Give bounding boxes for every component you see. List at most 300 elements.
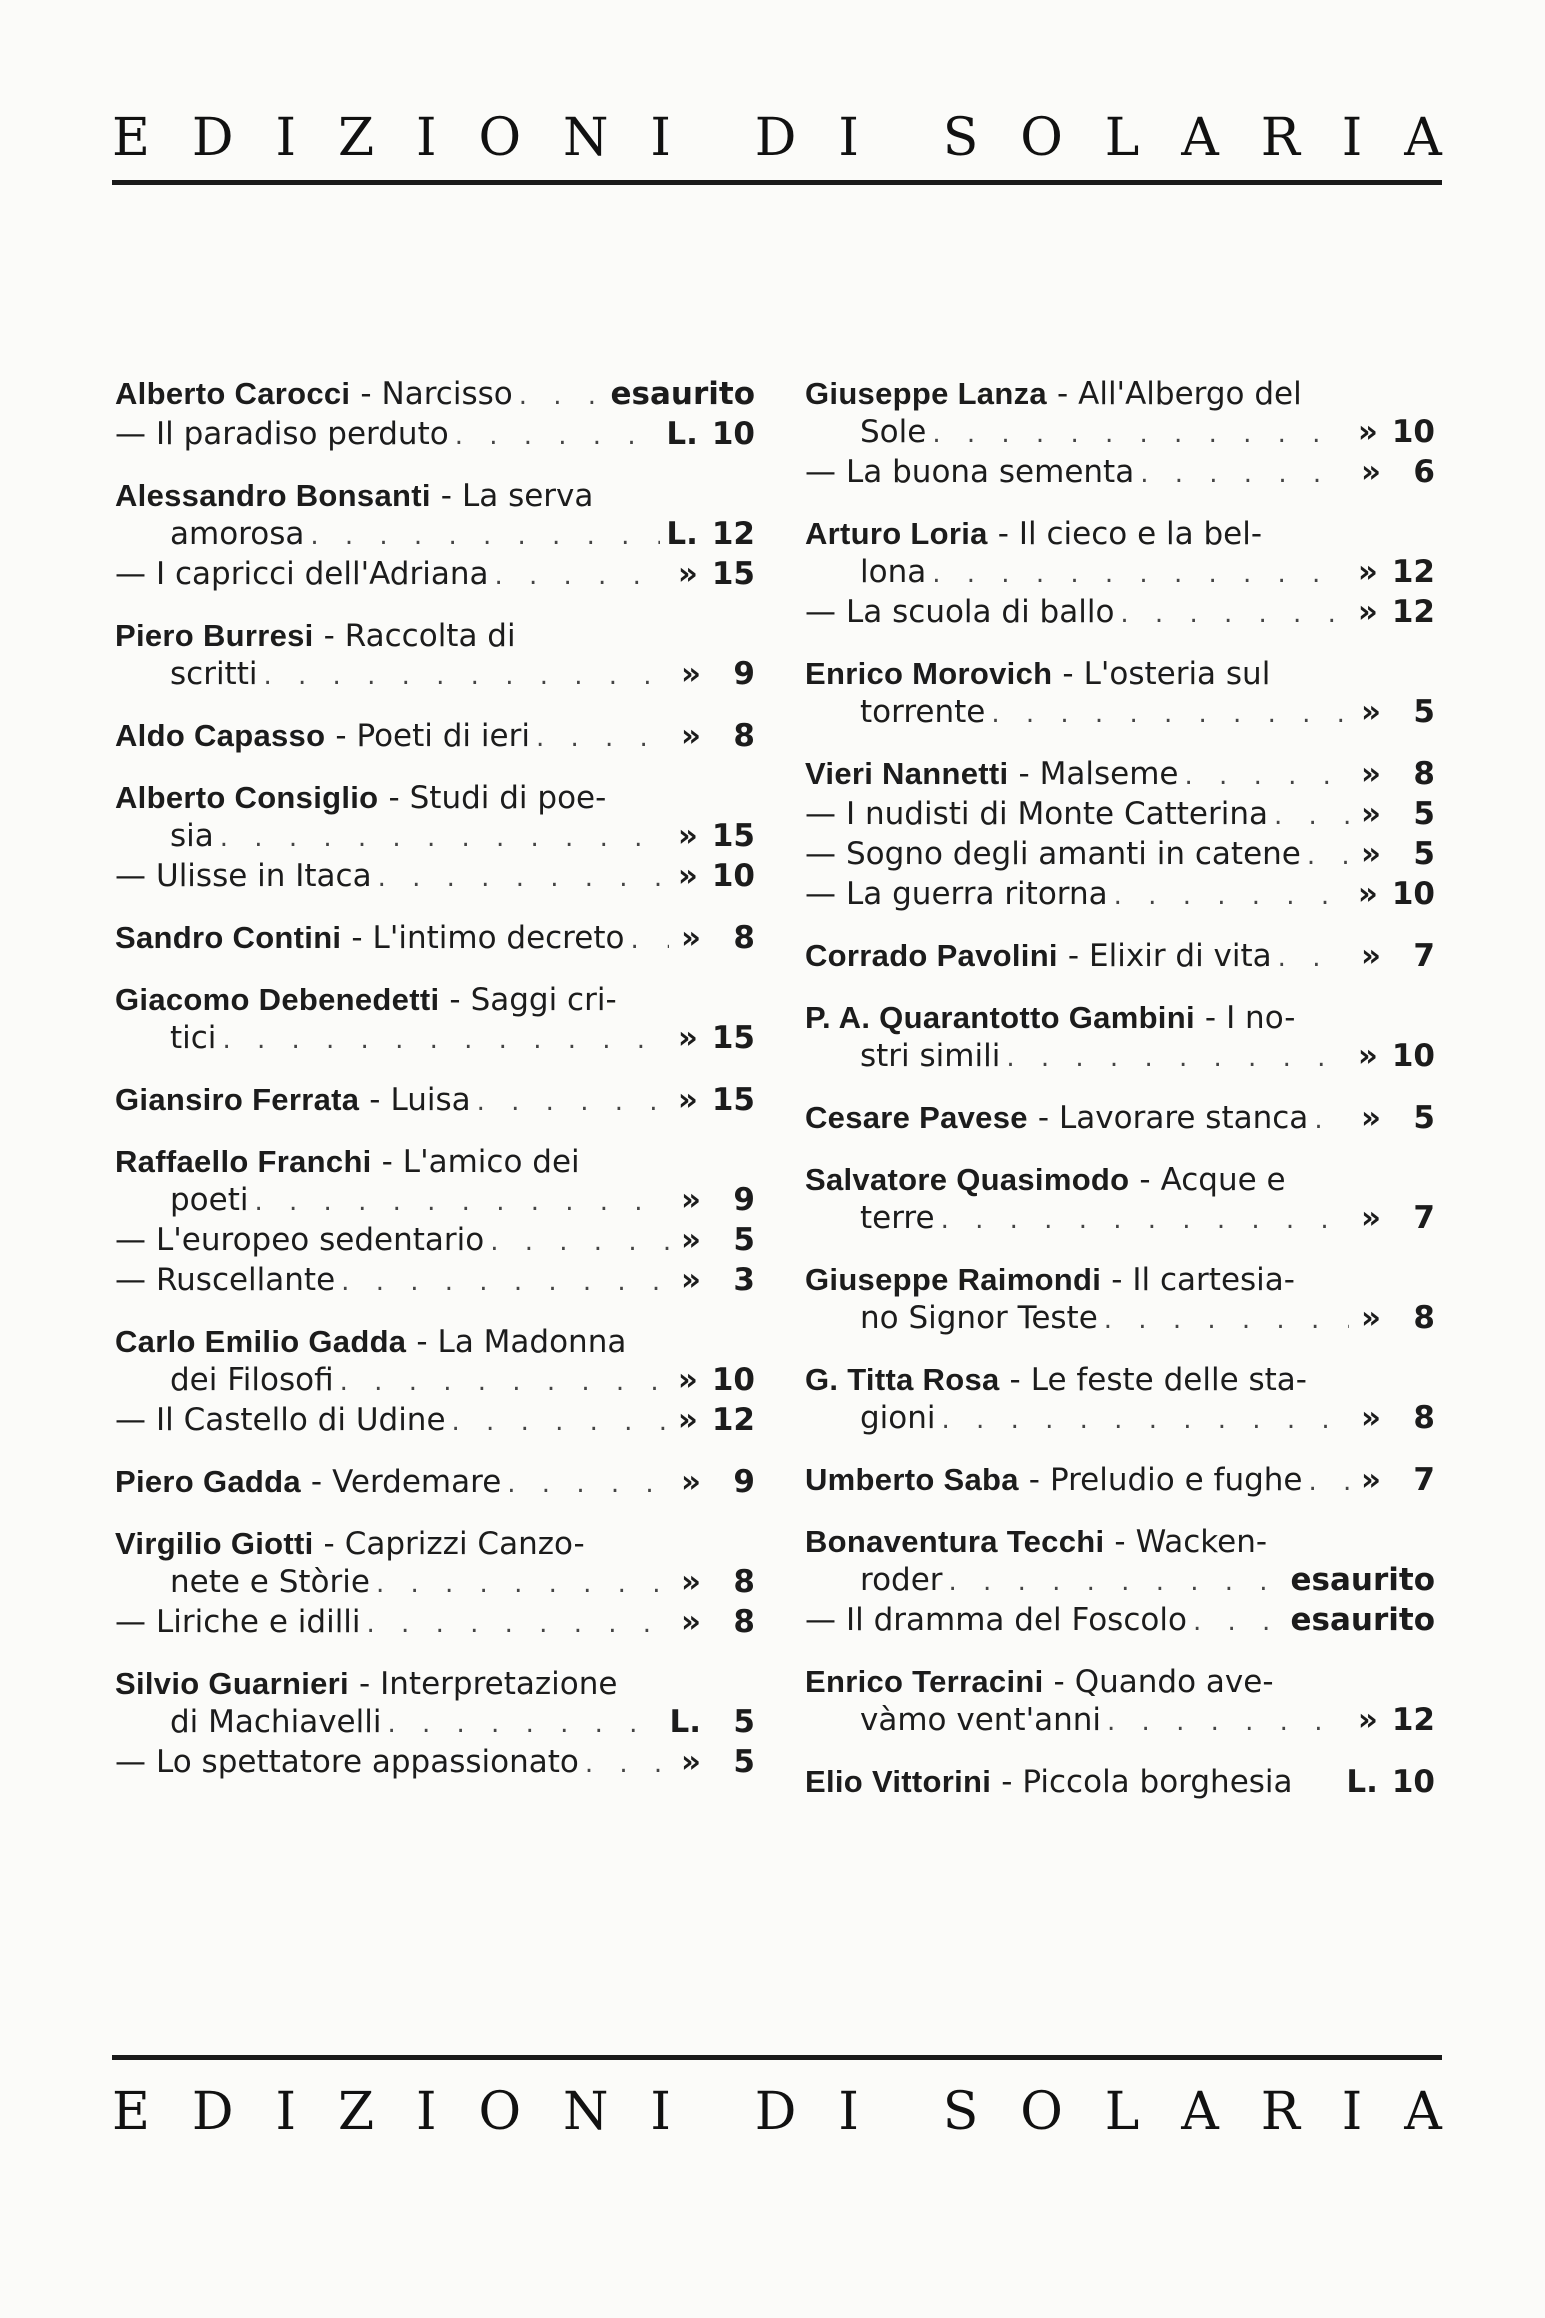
catalog-entry (805, 1663, 1435, 1741)
dash: — (115, 1402, 146, 1438)
price-currency: » (680, 920, 701, 956)
price-amount: 15 (711, 556, 755, 592)
book-title: Lavorare stanca (1059, 1100, 1309, 1136)
separator: - (1062, 656, 1074, 692)
separator: - (358, 1666, 371, 1702)
price-amount: 10 (711, 1362, 755, 1398)
price (675, 857, 755, 895)
price-currency: » (680, 1222, 701, 1258)
price (1355, 875, 1435, 913)
book-title: Le feste delle sta- (1030, 1362, 1307, 1398)
author-name: Giuseppe Lanza (805, 376, 1047, 411)
book-title: Il cartesia- (1132, 1262, 1295, 1298)
header-letter: A (1404, 108, 1442, 168)
price-amount: 15 (711, 818, 755, 854)
price-currency: L. (666, 416, 698, 452)
price (1355, 835, 1435, 873)
catalog-entry (805, 375, 1435, 493)
price (1355, 795, 1435, 833)
price-amount: 8 (1413, 1300, 1435, 1336)
catalog-entry (805, 1099, 1435, 1139)
price-amount: 5 (733, 1222, 755, 1258)
price (675, 1181, 755, 1219)
header-letter: E (112, 108, 150, 168)
separator: - (310, 1464, 323, 1500)
price-currency: » (1360, 1300, 1381, 1336)
price-currency: » (1360, 454, 1381, 490)
leader-dots (991, 695, 1349, 733)
separator: - (323, 1526, 335, 1562)
book-title: Sogno degli amanti in catene (846, 836, 1301, 872)
book-title-cont: torrente (860, 694, 986, 730)
author-name: Corrado Pavolini (805, 938, 1058, 973)
leader-dots (452, 1403, 669, 1441)
price (1291, 1561, 1436, 1599)
price-amount: 7 (1413, 1462, 1435, 1498)
price (675, 1463, 755, 1501)
catalog-entry (805, 755, 1435, 915)
price (666, 515, 755, 553)
header-letter: R (1260, 108, 1300, 168)
price-amount: 8 (733, 1604, 755, 1640)
leader-dots (1114, 877, 1349, 915)
book-title-cont: sia (170, 818, 214, 854)
leader-dots (949, 1563, 1285, 1601)
price-currency: » (1360, 1400, 1381, 1436)
footer-letter: Z (337, 2082, 375, 2142)
leader-dots (1104, 1301, 1349, 1339)
footer-letter: L (1104, 2082, 1140, 2142)
author-name: Bonaventura Tecchi (805, 1524, 1105, 1559)
leader-dots (1140, 455, 1349, 493)
book-title: Il cieco e la bel- (1018, 516, 1263, 552)
book-title: Lo spettatore appassionato (156, 1744, 579, 1780)
leader-dots (1314, 1101, 1349, 1139)
price (1355, 1399, 1435, 1437)
header-letter: D (191, 108, 234, 168)
price-amount: 9 (733, 656, 755, 692)
book-title-cont: terre (860, 1200, 935, 1236)
price-currency: » (677, 1362, 698, 1398)
leader-dots (1309, 1463, 1350, 1501)
price-currency: » (1360, 756, 1381, 792)
catalog-entry (115, 779, 755, 897)
price-currency: » (680, 1262, 701, 1298)
price (1346, 1763, 1435, 1801)
catalog-entry (115, 717, 755, 757)
header-letter: A (1181, 108, 1219, 168)
leader-dots (340, 1363, 669, 1401)
separator: - (1028, 1462, 1040, 1498)
footer-letter: S (942, 2082, 979, 2142)
footer-letter: I (275, 2082, 297, 2142)
author-name: Giuseppe Raimondi (805, 1262, 1102, 1297)
header-letter: I (650, 108, 671, 168)
footer-letter: I (838, 2082, 859, 2142)
separator: - (449, 982, 461, 1018)
footer-letter: I (650, 2082, 671, 2142)
price-amount: 10 (711, 416, 755, 452)
price-status: esaurito (1290, 1562, 1435, 1598)
price (675, 717, 755, 755)
price-amount: 5 (1413, 694, 1435, 730)
catalog-entry (115, 919, 755, 959)
price-currency: » (1357, 414, 1378, 450)
book-title: Piccola borghesia (1022, 1764, 1293, 1800)
price-currency: » (1360, 796, 1381, 832)
author-name: Alberto Carocci (115, 376, 351, 411)
book-title: L'amico dei (402, 1144, 580, 1180)
price (675, 1743, 755, 1781)
book-title: Quando ave- (1074, 1664, 1274, 1700)
footer-letter: R (1260, 2082, 1300, 2142)
price-currency: » (680, 1604, 701, 1640)
price (675, 555, 755, 593)
header-rule (112, 180, 1442, 185)
price-amount: 12 (1391, 594, 1435, 630)
author-name: Raffaello Franchi (115, 1144, 372, 1179)
book-title: Liriche e idilli (156, 1604, 361, 1640)
price (675, 1019, 755, 1057)
price-currency: » (1360, 1100, 1381, 1136)
book-title: La serva (461, 478, 594, 514)
price-amount: 12 (711, 516, 755, 552)
leader-dots (932, 555, 1349, 593)
price (675, 1221, 755, 1259)
author-name: Salvatore Quasimodo (805, 1162, 1130, 1197)
leader-dots (367, 1605, 669, 1643)
header-letter: Z (337, 108, 375, 168)
book-title: Luisa (390, 1082, 471, 1118)
price-currency: L. (666, 516, 698, 552)
price (1355, 413, 1435, 451)
book-title: Il paradiso perduto (156, 416, 449, 452)
price (666, 415, 755, 453)
price-currency: » (680, 1182, 701, 1218)
price (675, 655, 755, 693)
price-currency: » (1357, 1038, 1378, 1074)
author-name: Piero Burresi (115, 618, 314, 653)
dash: — (115, 1744, 146, 1780)
book-title: I nudisti di Monte Catterina (846, 796, 1268, 832)
separator: - (1067, 938, 1080, 974)
price (611, 375, 756, 413)
price (675, 1603, 755, 1641)
price-currency: » (680, 1464, 701, 1500)
price-currency: » (1360, 1200, 1381, 1236)
price-currency: L. (669, 1704, 701, 1740)
footer-letter: I (1341, 2082, 1363, 2142)
catalog-entry (805, 1523, 1435, 1641)
page-header (112, 108, 1442, 168)
leader-dots (490, 1223, 669, 1261)
author-name: Arturo Loria (805, 516, 988, 551)
price-amount: 12 (711, 1402, 755, 1438)
book-title: La guerra ritorna (846, 876, 1108, 912)
book-title-cont: vàmo vent'anni (860, 1702, 1102, 1738)
author-name: Umberto Saba (805, 1462, 1019, 1497)
footer-rule (112, 2055, 1442, 2060)
separator: - (1053, 1664, 1065, 1700)
book-title: Studi di poe- (409, 780, 607, 816)
price (1355, 553, 1435, 591)
book-title-cont: stri simili (860, 1038, 1001, 1074)
catalog-entry (115, 617, 755, 695)
price-amount: 10 (1391, 414, 1435, 450)
book-title: Il dramma del Foscolo (846, 1602, 1187, 1638)
price-currency: » (1357, 554, 1378, 590)
leader-dots (220, 819, 669, 857)
price-amount: 3 (733, 1262, 755, 1298)
author-name: Elio Vittorini (805, 1764, 992, 1799)
price-currency: » (1357, 1702, 1378, 1738)
leader-dots (310, 517, 660, 555)
separator: - (351, 920, 363, 956)
price-amount: 7 (1413, 1200, 1435, 1236)
price-amount: 10 (1391, 876, 1435, 912)
leader-dots (519, 377, 605, 415)
leader-dots (1107, 1703, 1349, 1741)
header-letter: S (942, 108, 979, 168)
price (675, 919, 755, 957)
catalog-entry (805, 515, 1435, 633)
price-currency: » (1357, 876, 1378, 912)
dash: — (115, 1604, 146, 1640)
catalog-entry (115, 477, 755, 595)
price-amount: 15 (711, 1020, 755, 1056)
dash: — (115, 1262, 146, 1298)
price-currency: » (677, 858, 698, 894)
leader-dots (378, 859, 669, 897)
book-title: L'intimo decreto (372, 920, 625, 956)
book-title: Wacken- (1135, 1524, 1268, 1560)
price-amount: 5 (733, 1704, 755, 1740)
author-name: Cesare Pavese (805, 1100, 1028, 1135)
price (1355, 1701, 1435, 1739)
header-letter: N (562, 108, 609, 168)
price-currency: L. (1346, 1764, 1378, 1800)
separator: - (369, 1082, 381, 1118)
price (669, 1703, 755, 1741)
price-amount: 7 (1413, 938, 1435, 974)
price-amount: 10 (1391, 1038, 1435, 1074)
price-currency: » (677, 556, 698, 592)
separator: - (323, 618, 335, 654)
separator: - (440, 478, 452, 514)
book-title: La scuola di ballo (846, 594, 1115, 630)
author-name: Giansiro Ferrata (115, 1082, 360, 1117)
price-amount: 15 (711, 1082, 755, 1118)
header-letter: I (415, 108, 437, 168)
separator: - (416, 1324, 428, 1360)
price-currency: » (677, 1402, 698, 1438)
leader-dots (263, 657, 669, 695)
page-footer (112, 2082, 1442, 2142)
header-letter: O (1020, 108, 1063, 168)
price-currency: » (1360, 1462, 1381, 1498)
header-letter: I (838, 108, 859, 168)
price-amount: 12 (1391, 554, 1435, 590)
price-amount: 8 (1413, 756, 1435, 792)
separator: - (360, 376, 372, 412)
dash: — (805, 796, 836, 832)
leader-dots (1307, 837, 1349, 875)
book-title: Interpretazione (380, 1666, 618, 1702)
catalog-entry (115, 981, 755, 1059)
price (1355, 937, 1435, 975)
book-title: La Madonna (437, 1324, 627, 1360)
separator: - (1114, 1524, 1126, 1560)
separator: - (1009, 1362, 1021, 1398)
author-name: Silvio Guarnieri (115, 1666, 349, 1701)
book-title: Raccolta di (344, 618, 516, 654)
price (1355, 453, 1435, 491)
price-amount: 10 (1391, 1764, 1435, 1800)
book-title: Ruscellante (156, 1262, 336, 1298)
leader-dots (942, 1401, 1349, 1439)
separator: - (335, 718, 347, 754)
price (1355, 755, 1435, 793)
price-currency: » (1360, 836, 1381, 872)
leader-dots (1185, 757, 1349, 795)
book-title: Saggi cri- (470, 982, 617, 1018)
leader-dots (477, 1083, 669, 1121)
price (1355, 1199, 1435, 1237)
price (1355, 593, 1435, 631)
price (1355, 1461, 1435, 1499)
author-name: Aldo Capasso (115, 718, 326, 753)
leader-dots (1274, 797, 1349, 835)
header-letter: L (1104, 108, 1140, 168)
book-title: Acque e (1160, 1162, 1286, 1198)
price-amount: 8 (733, 920, 755, 956)
price-amount: 8 (1413, 1400, 1435, 1436)
dash: — (805, 454, 836, 490)
book-title: Elixir di vita (1089, 938, 1272, 974)
book-title-cont: dei Filosofi (170, 1362, 334, 1398)
footer-letter: E (112, 2082, 150, 2142)
author-name: Virgilio Giotti (115, 1526, 314, 1561)
leader-dots (254, 1183, 669, 1221)
separator: - (1037, 1100, 1049, 1136)
leader-dots (222, 1021, 669, 1059)
price (1355, 1037, 1435, 1075)
book-title: I no- (1226, 1000, 1296, 1036)
author-name: Alessandro Bonsanti (115, 478, 431, 513)
price (1291, 1601, 1436, 1639)
book-title: Narcisso (381, 376, 513, 412)
price (675, 1401, 755, 1439)
leader-dots (507, 1465, 669, 1503)
leader-dots (387, 1705, 663, 1743)
price (1355, 1299, 1435, 1337)
price (675, 1081, 755, 1119)
leader-dots (536, 719, 669, 757)
separator: - (1204, 1000, 1217, 1036)
price (675, 817, 755, 855)
leader-dots (1006, 1039, 1349, 1077)
separator: - (1111, 1262, 1123, 1298)
author-name: Giacomo Debenedetti (115, 982, 440, 1017)
catalog-entry (805, 1261, 1435, 1339)
book-title: Caprizzi Canzo- (344, 1526, 585, 1562)
footer-letter: A (1404, 2082, 1442, 2142)
book-title: Verdemare (332, 1464, 502, 1500)
book-title: I capricci dell'Adriana (156, 556, 489, 592)
book-title-cont: di Machiavelli (170, 1704, 382, 1740)
author-name: Enrico Morovich (805, 656, 1053, 691)
separator: - (1139, 1162, 1151, 1198)
book-title-cont: lona (860, 554, 927, 590)
book-title: All'Albergo del (1078, 376, 1302, 412)
book-title: L'europeo sedentario (156, 1222, 485, 1258)
catalog-entry (115, 1665, 755, 1783)
price-currency: » (677, 1020, 698, 1056)
price-amount: 8 (733, 718, 755, 754)
book-title-cont: roder (860, 1562, 943, 1598)
book-title-cont: no Signor Teste (860, 1300, 1098, 1336)
book-title-cont: gioni (860, 1400, 936, 1436)
footer-letter: N (562, 2082, 609, 2142)
footer-letter: O (478, 2082, 522, 2142)
book-title: Poeti di ieri (356, 718, 530, 754)
header-letter: I (1341, 108, 1363, 168)
price-amount: 5 (733, 1744, 755, 1780)
price-amount: 10 (711, 858, 755, 894)
catalog-entry (805, 655, 1435, 733)
leader-dots (341, 1263, 669, 1301)
catalog-entry (115, 1081, 755, 1121)
price-currency: » (1360, 938, 1381, 974)
leader-dots (932, 415, 1349, 453)
book-title-cont: nete e Stòrie (170, 1564, 370, 1600)
leader-dots (376, 1565, 669, 1603)
author-name: Carlo Emilio Gadda (115, 1324, 407, 1359)
price-amount: 9 (733, 1464, 755, 1500)
book-title: Malseme (1039, 756, 1179, 792)
separator: - (1001, 1764, 1013, 1800)
header-letter: O (478, 108, 522, 168)
price-amount: 5 (1413, 796, 1435, 832)
separator: - (997, 516, 1009, 552)
price (675, 1261, 755, 1299)
leader-dots (941, 1201, 1349, 1239)
author-name: Alberto Consiglio (115, 780, 379, 815)
catalog-entry (805, 1461, 1435, 1501)
book-title-cont: amorosa (170, 516, 305, 552)
separator: - (388, 780, 400, 816)
catalog-column-right (805, 375, 1435, 1823)
leader-dots (1120, 595, 1349, 633)
author-name: G. Titta Rosa (805, 1362, 1000, 1397)
book-title: Preludio e fughe (1049, 1462, 1303, 1498)
book-title: La buona sementa (846, 454, 1135, 490)
catalog-entry (805, 1161, 1435, 1239)
book-title-cont: scritti (170, 656, 258, 692)
footer-letter: I (415, 2082, 437, 2142)
dash: — (115, 556, 146, 592)
catalog-column-left (115, 375, 755, 1805)
leader-dots (630, 921, 669, 959)
catalog-entry (805, 1361, 1435, 1439)
catalog-entry (115, 1143, 755, 1301)
leader-dots (1193, 1603, 1285, 1641)
price-amount: 8 (733, 1564, 755, 1600)
leader-dots (494, 557, 669, 595)
header-letter: D (754, 108, 797, 168)
leader-dots (455, 417, 661, 455)
dash: — (115, 416, 146, 452)
